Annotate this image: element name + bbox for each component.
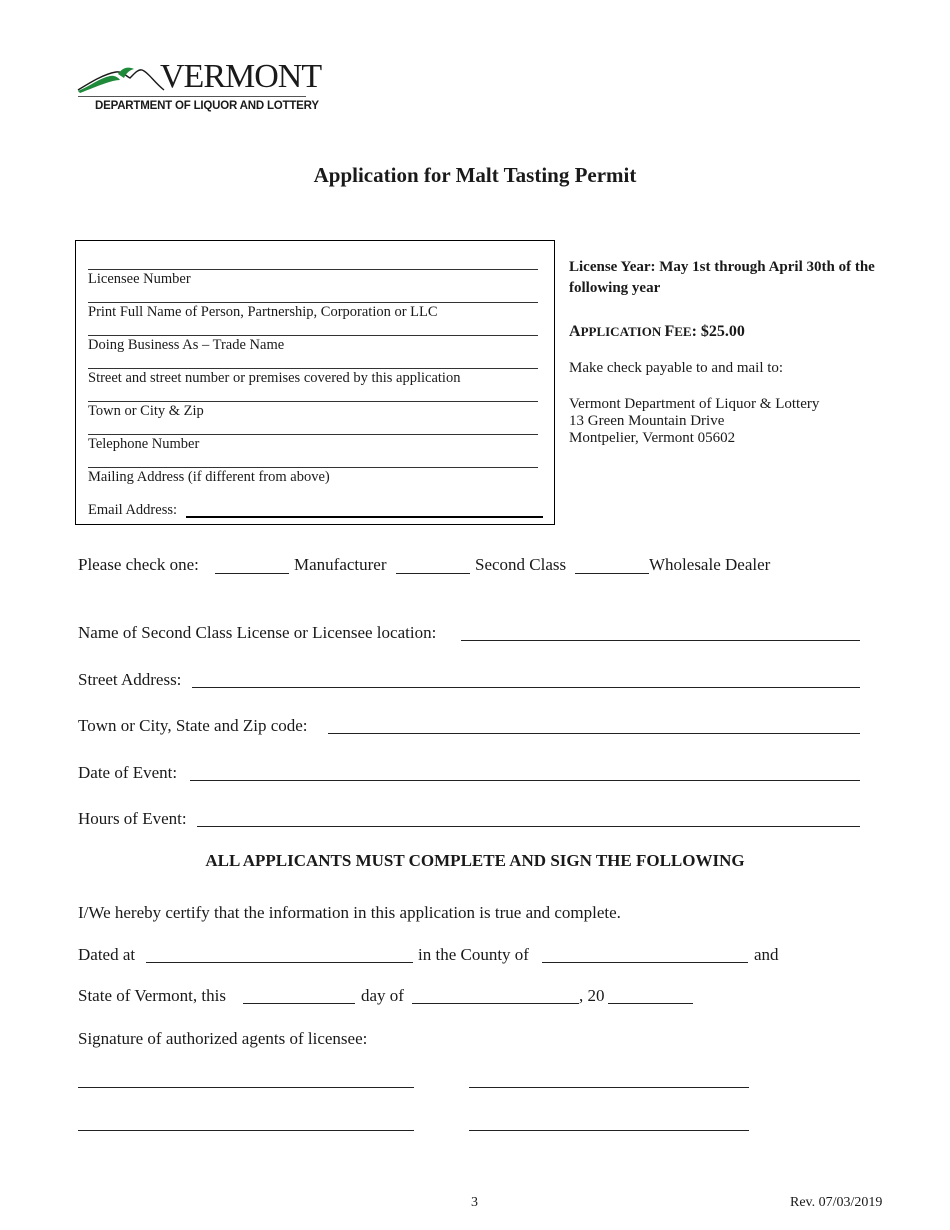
address-line: Montpelier, Vermont 05602 xyxy=(569,430,736,446)
option-manufacturer: Manufacturer xyxy=(294,555,387,574)
signature-line[interactable] xyxy=(78,1087,414,1088)
field-label-mailing-address: Mailing Address (if different from above) xyxy=(88,469,330,485)
day-of-label: day of xyxy=(361,986,404,1005)
field-label-street: Street and street number or premises covered by this application xyxy=(88,370,461,386)
revision-date: Rev. 07/03/2019 xyxy=(790,1195,883,1210)
field-label-full-name: Print Full Name of Person, Partnership, Corporation or LLC xyxy=(88,304,438,320)
dated-at-label: Dated at xyxy=(78,945,136,964)
location-label: Name of Second Class License or Licensee location: xyxy=(78,623,437,642)
town-field[interactable] xyxy=(328,733,860,734)
address-line: Vermont Department of Liquor & Lottery xyxy=(569,396,820,412)
field-line[interactable] xyxy=(88,368,538,369)
signature-line[interactable] xyxy=(469,1087,749,1088)
license-year: License Year: May 1st through April 30th of the following year xyxy=(569,259,875,296)
month-field[interactable] xyxy=(412,1003,579,1004)
fee-label-a: A xyxy=(569,323,581,340)
signature-label: Signature of authorized agents of licensee: xyxy=(78,1029,368,1048)
application-fee xyxy=(569,323,745,341)
address-line: 13 Green Mountain Drive xyxy=(569,413,725,429)
mailing-address xyxy=(569,396,819,447)
page-number: 3 xyxy=(471,1195,478,1210)
location-field[interactable] xyxy=(461,640,860,641)
county-field[interactable] xyxy=(542,962,748,963)
signature-line[interactable] xyxy=(469,1130,749,1131)
sign-heading: ALL APPLICANTS MUST COMPLETE AND SIGN THE FOLLOWING xyxy=(205,851,745,870)
payable-note: Make check payable to and mail to: xyxy=(569,360,784,376)
option-wholesale-dealer: Wholesale Dealer xyxy=(649,555,771,574)
email-field[interactable] xyxy=(186,516,543,518)
street-label: Street Address: xyxy=(78,670,182,689)
hours-field[interactable] xyxy=(197,826,860,827)
state-label: State of Vermont, this xyxy=(78,986,226,1005)
check-one-label: Please check one: xyxy=(78,555,199,574)
date-field[interactable] xyxy=(190,780,860,781)
manufacturer-checkbox-line[interactable] xyxy=(215,573,289,574)
page-title: Application for Malt Tasting Permit xyxy=(313,163,637,187)
hours-label: Hours of Event: xyxy=(78,809,187,828)
date-label: Date of Event: xyxy=(78,763,178,782)
fee-label-ee: EE xyxy=(674,324,692,339)
field-label-town-zip: Town or City & Zip xyxy=(88,403,204,419)
fee-label-pplication: PPLICATION xyxy=(580,324,665,339)
and-text: and xyxy=(754,945,779,964)
street-field[interactable] xyxy=(192,687,860,688)
field-line[interactable] xyxy=(88,335,538,336)
logo-wordmark: VERMONT xyxy=(160,58,322,95)
town-label: Town or City, State and Zip code: xyxy=(78,716,308,735)
field-label-email: Email Address: xyxy=(88,502,178,518)
field-line[interactable] xyxy=(88,269,538,270)
fee-amount: : $25.00 xyxy=(691,323,745,340)
second-class-checkbox-line[interactable] xyxy=(396,573,470,574)
field-line[interactable] xyxy=(88,401,538,402)
signature-line[interactable] xyxy=(78,1130,414,1131)
check-one-row xyxy=(78,555,199,575)
day-field[interactable] xyxy=(243,1003,355,1004)
mountain-logo-icon xyxy=(76,60,166,94)
option-second-class: Second Class xyxy=(475,555,567,574)
dated-at-field[interactable] xyxy=(146,962,413,963)
year-field[interactable] xyxy=(608,1003,693,1004)
field-label-licensee-number: Licensee Number xyxy=(88,271,191,287)
field-line[interactable] xyxy=(88,434,538,435)
fee-label-f: F xyxy=(664,323,675,340)
logo-department: DEPARTMENT OF LIQUOR AND LOTTERY xyxy=(95,100,319,112)
field-line[interactable] xyxy=(88,302,538,303)
certify-statement: I/We hereby certify that the information in this application is true and complete. xyxy=(78,903,621,922)
year-prefix: , 20 xyxy=(579,986,605,1005)
county-label: in the County of xyxy=(418,945,529,964)
field-label-dba: Doing Business As – Trade Name xyxy=(88,337,285,353)
logo-divider xyxy=(78,96,306,97)
field-label-telephone: Telephone Number xyxy=(88,436,200,452)
applicant-info-box xyxy=(75,240,555,525)
vermont-logo xyxy=(76,58,322,118)
wholesale-checkbox-line[interactable] xyxy=(575,573,649,574)
field-line[interactable] xyxy=(88,467,538,468)
